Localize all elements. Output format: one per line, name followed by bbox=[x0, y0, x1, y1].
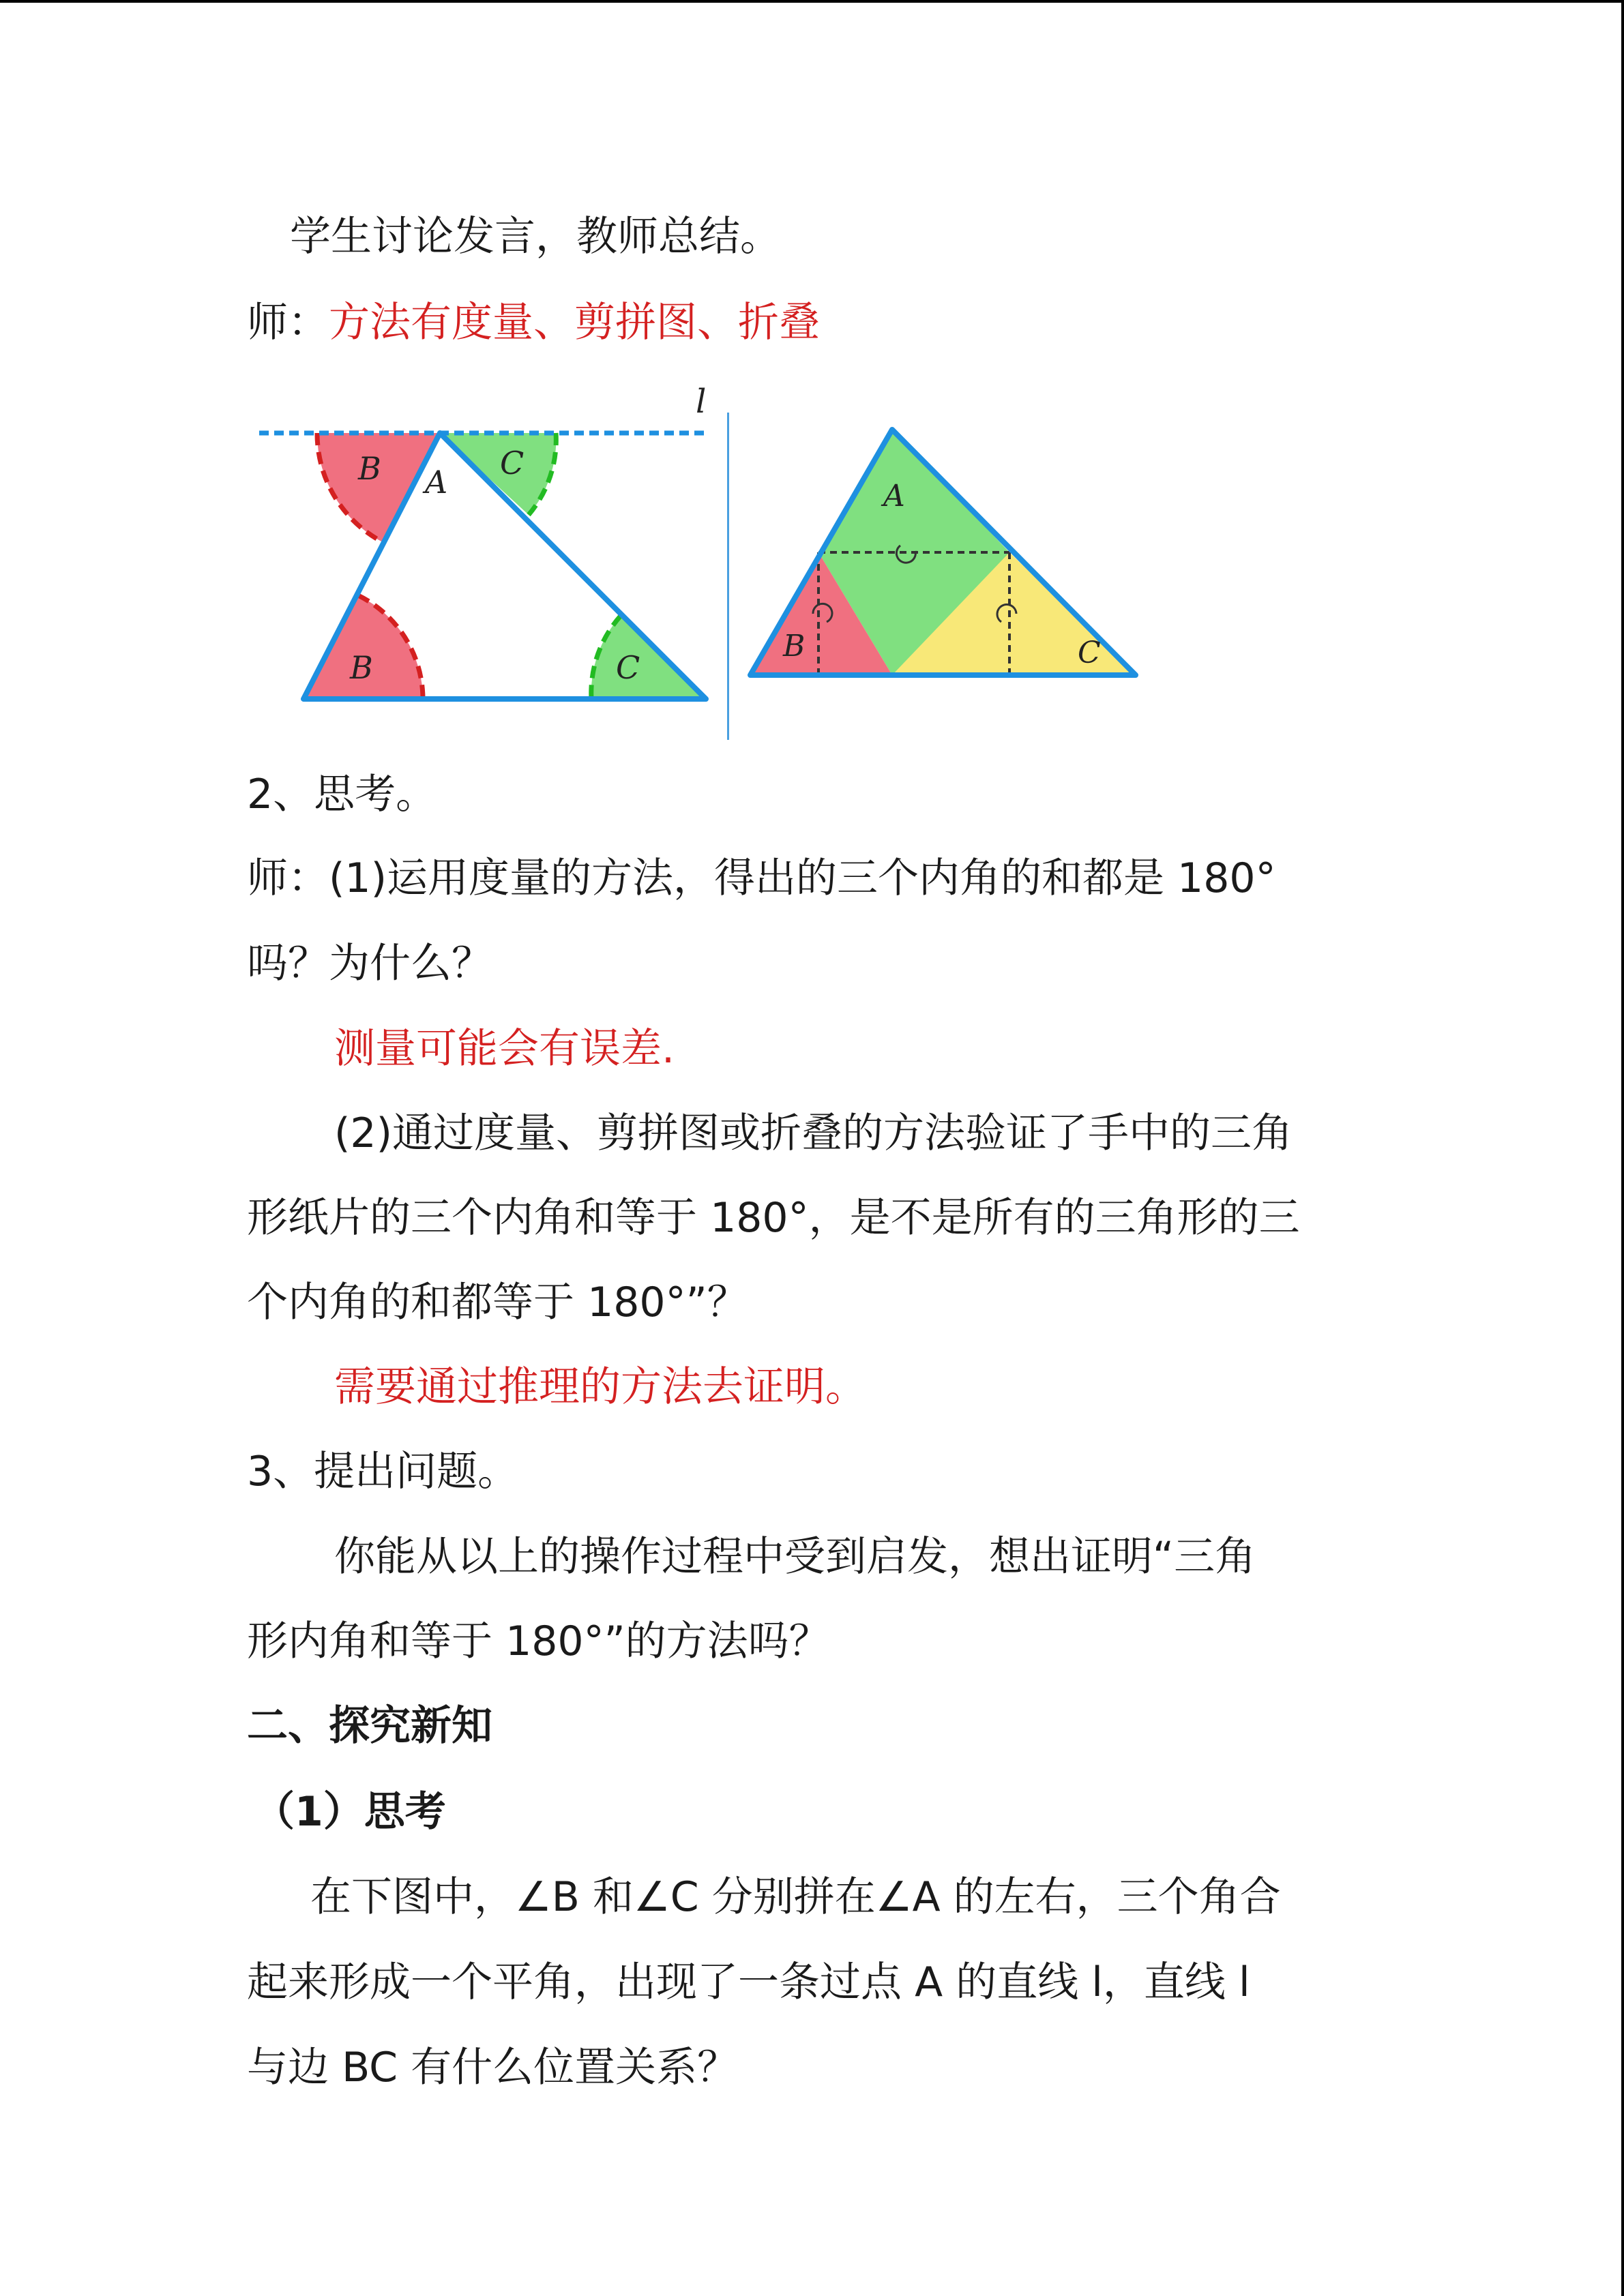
label-c-right: C bbox=[1078, 636, 1101, 670]
answer-2: 需要通过推理的方法去证明。 bbox=[334, 1363, 866, 1411]
question-2: (2)通过度量、剪拼图或折叠的方法验证了手中的三角 bbox=[334, 1109, 1293, 1157]
paragraph-figure-question-cont-2: 与边 BC 有什么位置关系？ bbox=[247, 2044, 739, 2091]
sector-c-bottom bbox=[591, 616, 706, 699]
figure-separator bbox=[727, 413, 729, 740]
label-c-bottom: C bbox=[616, 649, 640, 686]
label-b-top: B bbox=[358, 450, 381, 487]
label-b-bottom: B bbox=[350, 649, 373, 686]
paragraph-teacher-methods bbox=[247, 295, 820, 350]
teacher-prefix: 师： bbox=[247, 299, 329, 346]
question-2-cont-2: 个内角的和都等于 180°”？ bbox=[247, 1279, 748, 1326]
paragraph-figure-question-cont-1: 起来形成一个平角，出现了一条过点 A 的直线 l，直线 l bbox=[247, 1958, 1250, 2006]
question-1: 师：(1)运用度量的方法，得出的三个内角的和都是 180° bbox=[247, 854, 1276, 902]
methods-answer: 方法有度量、剪拼图、折叠 bbox=[329, 299, 820, 346]
paragraph-discussion: 学生讨论发言，教师总结。 bbox=[290, 213, 781, 260]
section-raise-question: 3、提出问题。 bbox=[247, 1448, 519, 1495]
heading-explore-new: 二、探究新知 bbox=[247, 1702, 492, 1750]
figure-right-folding bbox=[737, 409, 1160, 696]
paragraph-figure-question: 在下图中，∠B 和∠C 分别拼在∠A 的左右，三个角合 bbox=[310, 1873, 1281, 1921]
page-top-border bbox=[0, 0, 1624, 3]
sector-c-top bbox=[440, 433, 556, 515]
prompt-inspiration: 你能从以上的操作过程中受到启发，想出证明“三角 bbox=[334, 1533, 1256, 1581]
label-a: A bbox=[425, 464, 448, 501]
prompt-inspiration-cont: 形内角和等于 180°”的方法吗？ bbox=[247, 1617, 830, 1665]
figure-left-cut-and-paste bbox=[242, 378, 733, 747]
question-1-cont: 吗？为什么？ bbox=[247, 940, 492, 987]
label-c-top: C bbox=[500, 445, 525, 481]
answer-1: 测量可能会有误差. bbox=[334, 1025, 675, 1073]
heading-think-1: （1）思考 bbox=[254, 1788, 446, 1836]
section-think-2: 2、思考。 bbox=[247, 771, 437, 818]
page-right-border bbox=[1621, 0, 1624, 2296]
label-a-right: A bbox=[883, 479, 905, 513]
question-2-cont-1: 形纸片的三个内角和等于 180°，是不是所有的三角形的三 bbox=[247, 1194, 1300, 1242]
label-b-right: B bbox=[783, 629, 806, 664]
label-line-l: l bbox=[696, 383, 707, 421]
